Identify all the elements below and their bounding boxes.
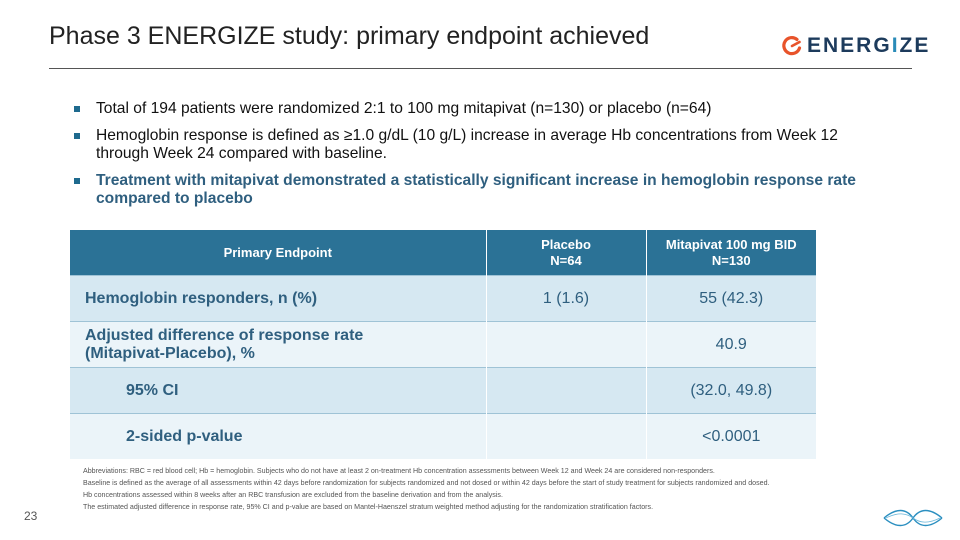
header-mitapivat <box>646 230 816 276</box>
row-label-line1: Adjusted difference of response rate <box>85 326 364 344</box>
footnote: The estimated adjusted difference in response rate, 95% CI and p-value are based on Mantel-Haenszel stratum weighted method adjusting for the randomization stratification factors. <box>83 503 654 511</box>
row-label <box>70 322 486 368</box>
table-row <box>70 414 816 460</box>
header-placebo <box>486 230 646 276</box>
row-label-line2: (Mitapivat-Placebo), % <box>85 344 255 362</box>
title-divider <box>49 68 912 69</box>
logo-text-part-1: ENERG <box>807 34 892 57</box>
bullet-item: Total of 194 patients were randomized 2:1 to 100 mg mitapivat (n=130) or placebo (n=64) <box>74 100 874 119</box>
page-title: Phase 3 ENERGIZE study: primary endpoint achieved <box>49 22 650 50</box>
logo-wordmark <box>807 34 930 58</box>
cell-placebo <box>486 414 646 460</box>
cell-placebo: 1 (1.6) <box>486 276 646 322</box>
page-number: 23 <box>24 509 38 523</box>
row-label: Hemoglobin responders, n (%) <box>70 276 486 322</box>
footnote: Baseline is defined as the average of all assessments within 42 days before randomization for subjects randomized and not dosed or within 42 days before the start of study treatment for subjects randomized and dosed. <box>83 479 770 487</box>
header-placebo-n: N=64 <box>550 252 582 268</box>
header-mitapivat-label: Mitapivat 100 mg BID <box>665 236 797 252</box>
header-placebo-label: Placebo <box>541 236 591 252</box>
bullet-item-highlight: Treatment with mitapivat demonstrated a statistically significant increase in hemoglobin response rate compared to placebo <box>74 172 874 209</box>
table-row <box>70 368 816 414</box>
cell-mitapivat: <0.0001 <box>646 414 816 460</box>
logo-text-part-3: ZE <box>899 34 931 57</box>
header-mitapivat-n: N=130 <box>711 252 751 268</box>
table-row <box>70 322 816 368</box>
cell-placebo <box>486 368 646 414</box>
footnote: Abbreviations: RBC = red blood cell; Hb = hemoglobin. Subjects who do not have at least 2 on-treatment Hb concentration assessments between Week 12 and Week 24 are considered non-responders. <box>83 467 715 475</box>
wave-logo-icon <box>882 505 944 531</box>
energize-logo-icon <box>781 35 803 57</box>
header-primary-endpoint: Primary Endpoint <box>70 230 486 276</box>
cell-mitapivat: 55 (42.3) <box>646 276 816 322</box>
primary-endpoint-table <box>70 230 816 459</box>
energize-logo <box>781 34 930 58</box>
cell-placebo <box>486 322 646 368</box>
bullet-item: Hemoglobin response is defined as ≥1.0 g/dL (10 g/L) increase in average Hb concentrations from Week 12 through Week 24 compared with baseline. <box>74 127 874 164</box>
logo-text-part-2: I <box>891 34 900 57</box>
footnotes <box>83 467 819 515</box>
footnote: Hb concentrations assessed within 8 weeks after an RBC transfusion are excluded from the baseline derivation and from the analysis. <box>83 491 503 499</box>
table-header-row <box>70 230 816 276</box>
row-label: 2-sided p-value <box>70 414 486 460</box>
row-label: 95% CI <box>70 368 486 414</box>
cell-mitapivat: 40.9 <box>646 322 816 368</box>
table-row <box>70 276 816 322</box>
bullet-list <box>74 100 874 217</box>
cell-mitapivat: (32.0, 49.8) <box>646 368 816 414</box>
